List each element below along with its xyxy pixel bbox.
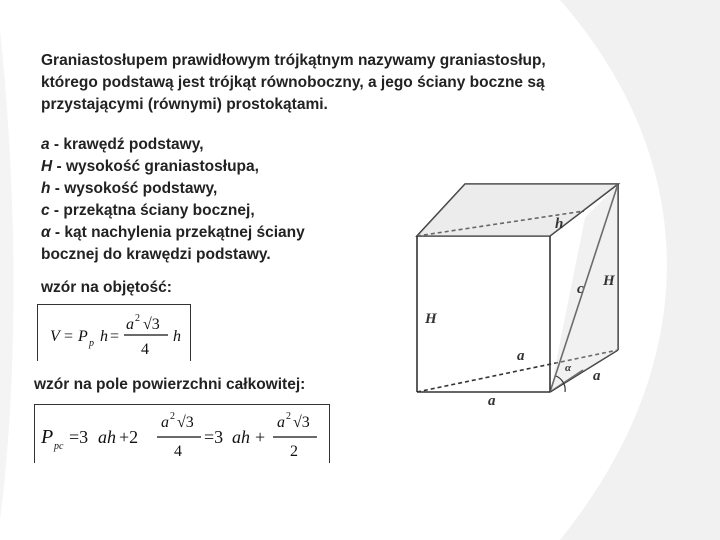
svg-text:=3: =3 [204, 427, 224, 447]
legend-list [41, 134, 421, 266]
svg-text:2: 2 [135, 313, 140, 324]
label-a-right: a [593, 368, 601, 384]
svg-text:2: 2 [170, 411, 175, 422]
svg-text:√3: √3 [143, 316, 160, 333]
svg-text:h: h [100, 328, 108, 345]
legend-item-alpha-cont: bocznej do krawędzi podstawy. [41, 246, 271, 263]
svg-text:ah: ah [232, 427, 250, 447]
legend-item-h: h - wysokość podstawy, [41, 180, 218, 197]
svg-text:p: p [89, 338, 94, 349]
label-H-right: H [603, 273, 615, 289]
svg-text:h: h [173, 328, 181, 345]
svg-text:ah: ah [98, 427, 116, 447]
label-a-mid: a [517, 348, 525, 364]
svg-text:+2: +2 [119, 427, 139, 447]
svg-text:+: + [255, 427, 266, 447]
label-a-bottom: a [488, 393, 496, 409]
svg-text:P: P [41, 426, 54, 448]
svg-text:a: a [277, 414, 285, 431]
label-c: c [577, 281, 584, 297]
svg-text:=: = [64, 328, 74, 345]
svg-text:2: 2 [290, 443, 298, 460]
svg-text:=3: =3 [69, 427, 89, 447]
definition-text: Graniastosłupem prawidłowym trójkątnym nazywamy graniastosłup, którego podstawą jest trójkąt równoboczny, a jego ściany boczne są przystającymi (równymi) prostokątami. [41, 52, 546, 113]
svg-text:P: P [78, 328, 88, 345]
label-alpha: α [565, 362, 572, 374]
area-label: wzór na pole powierzchni całkowitej: [34, 376, 306, 393]
svg-text:2: 2 [286, 411, 291, 422]
legend-item-c: c - przekątna ściany bocznej, [41, 202, 255, 219]
area-formula [34, 404, 330, 463]
svg-text:V: V [50, 328, 60, 345]
legend-item-alpha: α - kąt nachylenia przekątnej ściany [41, 224, 305, 241]
volume-formula [37, 304, 191, 361]
svg-text:a: a [161, 414, 169, 431]
label-H-left: H [425, 311, 437, 327]
svg-text:4: 4 [174, 443, 182, 460]
legend-item-H: H - wysokość graniastosłupa, [41, 158, 259, 175]
prism-diagram [405, 180, 630, 410]
legend-item-a: a - krawędź podstawy, [41, 136, 204, 153]
svg-text:pc: pc [54, 441, 64, 452]
volume-label: wzór na objętość: [41, 279, 172, 296]
svg-text:a: a [126, 316, 134, 333]
decor-curve-left [0, 30, 14, 520]
label-h: h [555, 216, 564, 232]
svg-text:√3: √3 [293, 414, 310, 431]
svg-text:√3: √3 [177, 414, 194, 431]
svg-text:4: 4 [141, 341, 149, 358]
svg-text:=: = [110, 328, 120, 345]
